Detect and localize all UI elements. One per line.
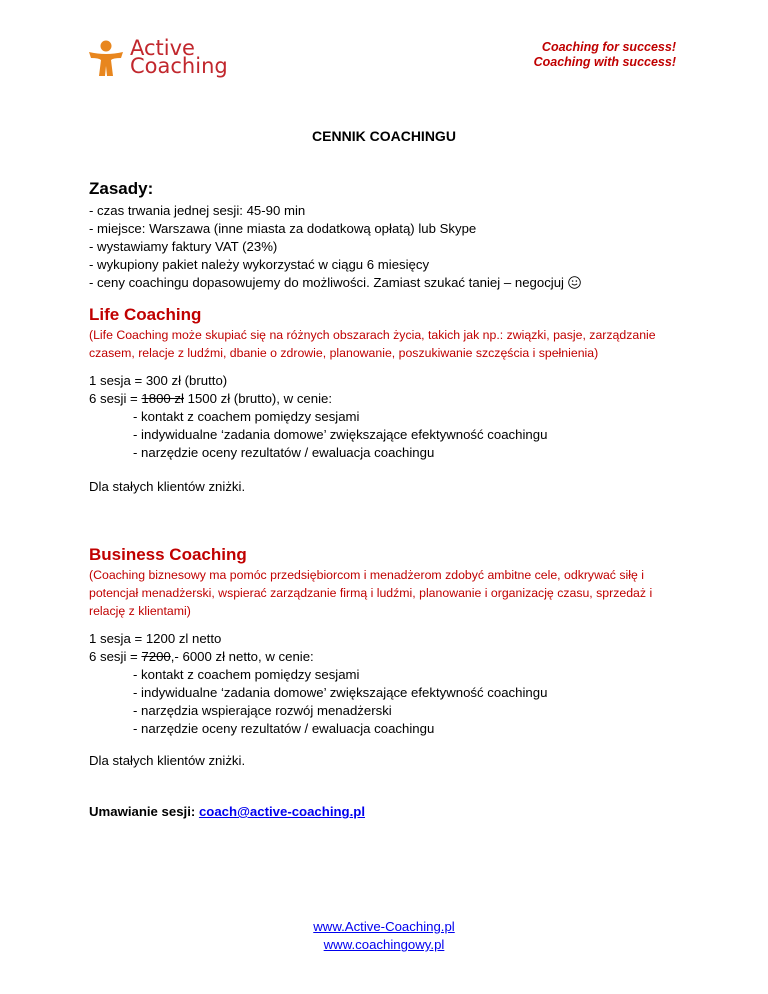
rules-item: - wystawiamy faktury VAT (23%)	[89, 239, 278, 254]
rules-item: - miejsce: Warszawa (inne miasta za dodatkową opłatą) lub Skype	[89, 221, 477, 236]
business-included-item: - narzędzie oceny rezultatów / ewaluacja coachingu	[133, 721, 435, 736]
rules-item: - wykupiony pakiet należy wykorzystać w ciągu 6 miesięcy	[89, 257, 430, 272]
business-included-list	[89, 666, 547, 738]
rules-list	[89, 202, 581, 292]
life-coaching-description: (Life Coaching może skupiać się na różnych obszarach życia, takich jak np.: związki, pasje, zarządzanie czasem, relacje z ludźmi, dbanie o zdrowie, planowanie, poszukiwanie szczęścia i spełnienia)	[89, 328, 656, 360]
business-coaching-prices	[89, 630, 547, 738]
logo-text-line2: Coaching	[130, 54, 228, 78]
rules-heading: Zasady:	[89, 179, 154, 198]
life-discount-note: Dla stałych klientów zniżki.	[89, 479, 246, 494]
business-included-item: - kontakt z coachem pomiędzy sesjami	[133, 667, 360, 682]
tagline-line2: Coaching with success!	[533, 55, 676, 69]
life-price-package-old: 1800 zł	[141, 391, 184, 406]
life-price-package-prefix: 6 sesji =	[89, 391, 142, 406]
business-discount-note: Dla stałych klientów zniżki.	[89, 753, 246, 768]
business-coaching-description: (Coaching biznesowy ma pomóc przedsiębiorcom i menadżerom zdobyć ambitne cele, odkrywać siłę i potencjał menadżerski, wspierać zarządzanie firmą i ludźmi, planowanie i organizację czasu, sprzedaż i relację z klientami)	[89, 568, 653, 618]
business-price-package	[89, 648, 547, 666]
rules-item: - czas trwania jednej sesji: 45-90 min	[89, 203, 306, 218]
business-price-package-prefix: 6 sesji =	[89, 649, 142, 664]
life-coaching-prices	[89, 372, 547, 462]
business-coaching-heading: Business Coaching	[89, 545, 247, 564]
life-included-item: - narzędzie oceny rezultatów / ewaluacja coachingu	[133, 445, 435, 460]
footer	[0, 918, 768, 954]
logo-person-icon	[86, 38, 126, 78]
booking-label: Umawianie sesji:	[89, 804, 199, 819]
footer-link-active-coaching[interactable]: www.Active-Coaching.pl	[313, 919, 455, 934]
smiley-icon	[568, 276, 581, 289]
rules-item-negotiate	[89, 274, 581, 292]
life-price-package	[89, 390, 547, 408]
life-included-item: - kontakt z coachem pomiędzy sesjami	[133, 409, 360, 424]
business-price-single: 1 sesja = 1200 zl netto	[89, 631, 222, 646]
logo	[86, 38, 236, 80]
business-price-package-old: 7200	[141, 649, 171, 664]
booking-email-link[interactable]: coach@active-coaching.pl	[198, 804, 365, 819]
rules-item-text: - ceny coachingu dopasowujemy do możliwości. Zamiast szukać taniej – negocjuj	[89, 275, 564, 290]
page-title: CENNIK COACHINGU	[312, 128, 456, 144]
business-price-package-new: ,- 6000 zł netto, w cenie:	[170, 649, 314, 664]
booking-line	[89, 804, 365, 819]
tagline-line1: Coaching for success!	[541, 40, 676, 54]
life-price-single: 1 sesja = 300 zł (brutto)	[89, 373, 228, 388]
business-included-item: - narzędzia wspierające rozwój menadżerski	[133, 703, 392, 718]
business-included-item: - indywidualne ‘zadania domowe’ zwiększające efektywność coachingu	[133, 685, 548, 700]
life-price-package-new: 1500 zł (brutto), w cenie:	[183, 391, 333, 406]
life-included-item: - indywidualne ‘zadania domowe’ zwiększające efektywność coachingu	[133, 427, 548, 442]
logo-text-line1: Active	[130, 36, 195, 60]
life-coaching-heading: Life Coaching	[89, 305, 202, 324]
footer-link-coachingowy[interactable]: www.coachingowy.pl	[323, 937, 445, 952]
life-included-list	[89, 408, 547, 462]
tagline	[534, 40, 676, 70]
